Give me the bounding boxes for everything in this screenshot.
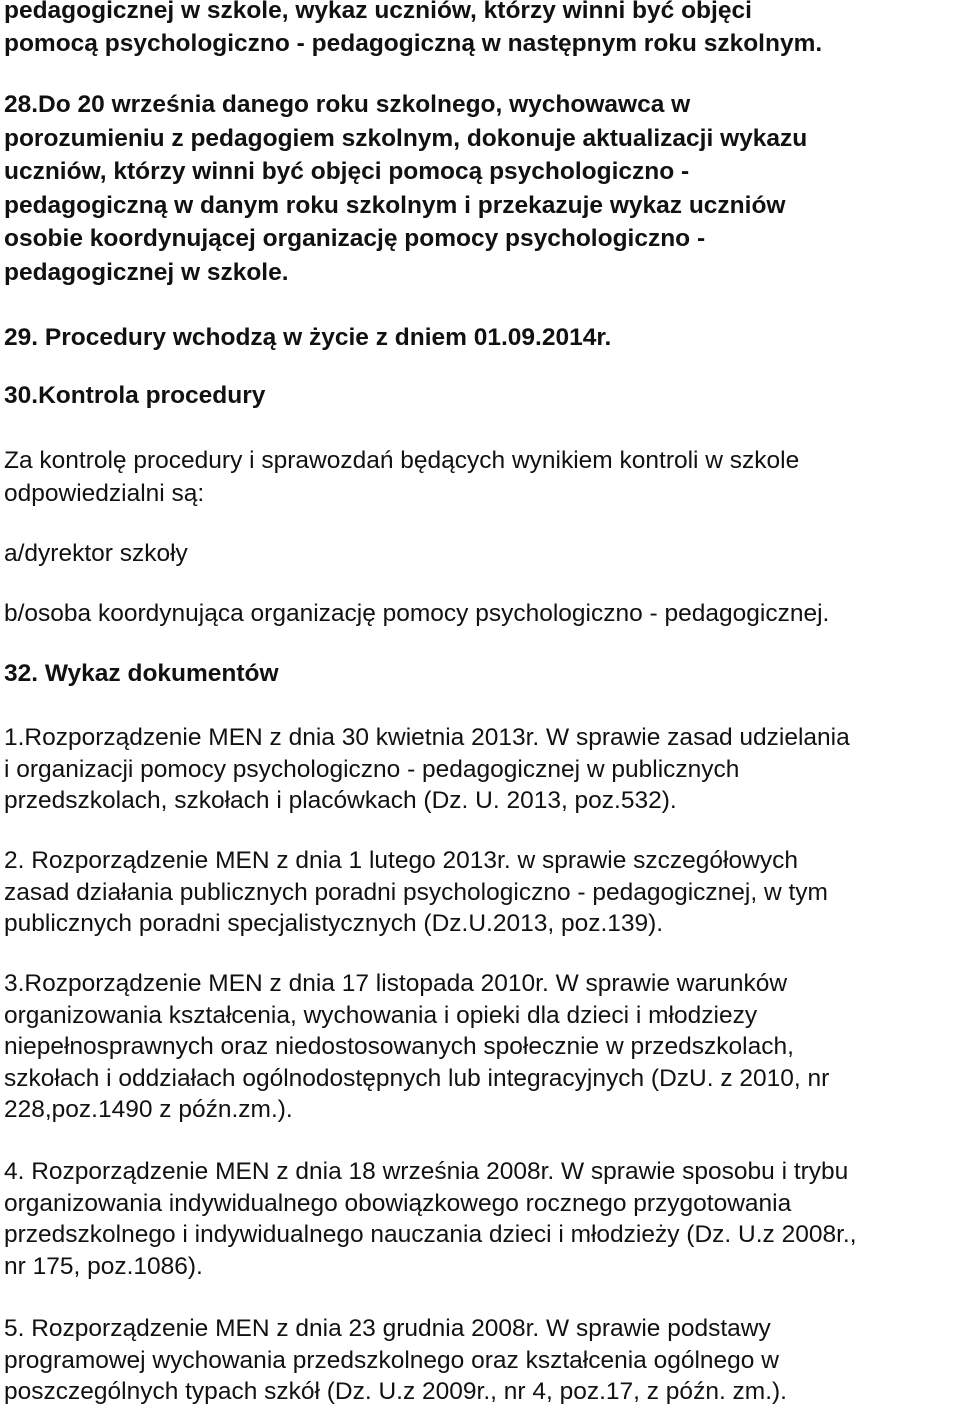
item-30-heading bbox=[4, 380, 265, 412]
document-line: organizowania indywidualnego obowiązkowego rocznego przygotowania bbox=[4, 1189, 792, 1217]
document-line: niepełnosprawnych oraz niedostosowanych społecznie w przedszkolach, bbox=[4, 1033, 794, 1060]
item-30-title: Kontrola procedury bbox=[38, 382, 266, 409]
item-28-line: pedagogicznej w szkole. bbox=[4, 258, 289, 286]
document-line: 1.Rozporządzenie MEN z dnia 30 kwietnia 2013r. W sprawie zasad udzielania bbox=[4, 724, 850, 751]
item-28-line: 28.Do 20 września danego roku szkolnego, wychowawca w bbox=[4, 91, 691, 118]
item-28-paragraph bbox=[4, 88, 807, 290]
document-line: przedszkolach, szkołach i placówkach (Dz. U. 2013, poz.532). bbox=[4, 787, 677, 814]
document-entry-5 bbox=[4, 1313, 787, 1408]
intro-paragraph bbox=[4, 0, 822, 60]
control-line: Za kontrolę procedury i sprawozdań będących wynikiem kontroli w szkole bbox=[4, 447, 800, 474]
intro-line: pomocą psychologiczno - pedagogiczną w następnym roku szkolnym. bbox=[4, 30, 823, 57]
item-29-text: 29. Procedury wchodzą w życie z dniem 01.09.2014r. bbox=[4, 324, 612, 351]
document-line: poszczególnych typach szkół (Dz. U.z 2009r., nr 4, poz.17, z późn. zm.). bbox=[4, 1378, 787, 1405]
control-a-text: a/dyrektor szkoły bbox=[4, 540, 188, 567]
control-item-a bbox=[4, 538, 188, 570]
item-28-line: osobie koordynującej organizację pomocy psychologiczno - bbox=[4, 225, 706, 253]
control-line: odpowiedzialni są: bbox=[4, 480, 205, 507]
intro-line: pedagogicznej w szkole, wykaz uczniów, którzy winni być objęci bbox=[4, 0, 752, 24]
document-line: 3.Rozporządzenie MEN z dnia 17 listopada 2010r. W sprawie warunków bbox=[4, 970, 788, 997]
control-item-b bbox=[4, 598, 829, 630]
document-line: 228,poz.1490 z późn.zm.). bbox=[4, 1096, 293, 1123]
document-entry-3 bbox=[4, 968, 829, 1126]
item-32-heading bbox=[4, 658, 279, 690]
document-line: organizowania kształcenia, wychowania i opieki dla dzieci i młodziezy bbox=[4, 1001, 758, 1029]
document-line: 2. Rozporządzenie MEN z dnia 1 lutego 2013r. w sprawie szczegółowych bbox=[4, 847, 798, 874]
document-line: przedszkolnego i indywidualnego nauczania dzieci i młodzieży (Dz. U.z 2008r., bbox=[4, 1221, 857, 1248]
item-30-number: 30. bbox=[4, 382, 39, 409]
document-line: i organizacji pomocy psychologiczno - pedagogicznej w publicznych bbox=[4, 755, 740, 783]
item-28-line: pedagogiczną w danym roku szkolnym i przekazuje wykaz uczniów bbox=[4, 191, 786, 219]
document-line: programowej wychowania przedszkolnego oraz kształcenia ogólnego w bbox=[4, 1346, 779, 1374]
document-line: szkołach i oddziałach ogólnodostępnych lub integracyjnych (DzU. z 2010, nr bbox=[4, 1064, 830, 1092]
document-entry-4 bbox=[4, 1156, 857, 1282]
document-entry-1 bbox=[4, 722, 850, 817]
control-b-text: b/osoba koordynująca organizację pomocy psychologiczno - pedagogicznej. bbox=[4, 600, 830, 627]
item-28-line: uczniów, którzy winni być objęci pomocą psychologiczno - bbox=[4, 158, 690, 186]
document-entry-2 bbox=[4, 845, 828, 940]
item-29-heading bbox=[4, 322, 611, 354]
item-28-line: porozumieniu z pedagogiem szkolnym, dokonuje aktualizacji wykazu bbox=[4, 124, 808, 152]
document-line: 4. Rozporządzenie MEN z dnia 18 września 2008r. W sprawie sposobu i trybu bbox=[4, 1158, 849, 1185]
document-line: 5. Rozporządzenie MEN z dnia 23 grudnia 2008r. W sprawie podstawy bbox=[4, 1315, 771, 1342]
document-line: publicznych poradni specjalistycznych (Dz.U.2013, poz.139). bbox=[4, 910, 664, 937]
control-paragraph bbox=[4, 444, 799, 510]
document-line: nr 175, poz.1086). bbox=[4, 1252, 203, 1280]
item-32-text: 32. Wykaz dokumentów bbox=[4, 660, 279, 687]
document-line: zasad działania publicznych poradni psychologiczno - pedagogicznej, w tym bbox=[4, 878, 828, 906]
